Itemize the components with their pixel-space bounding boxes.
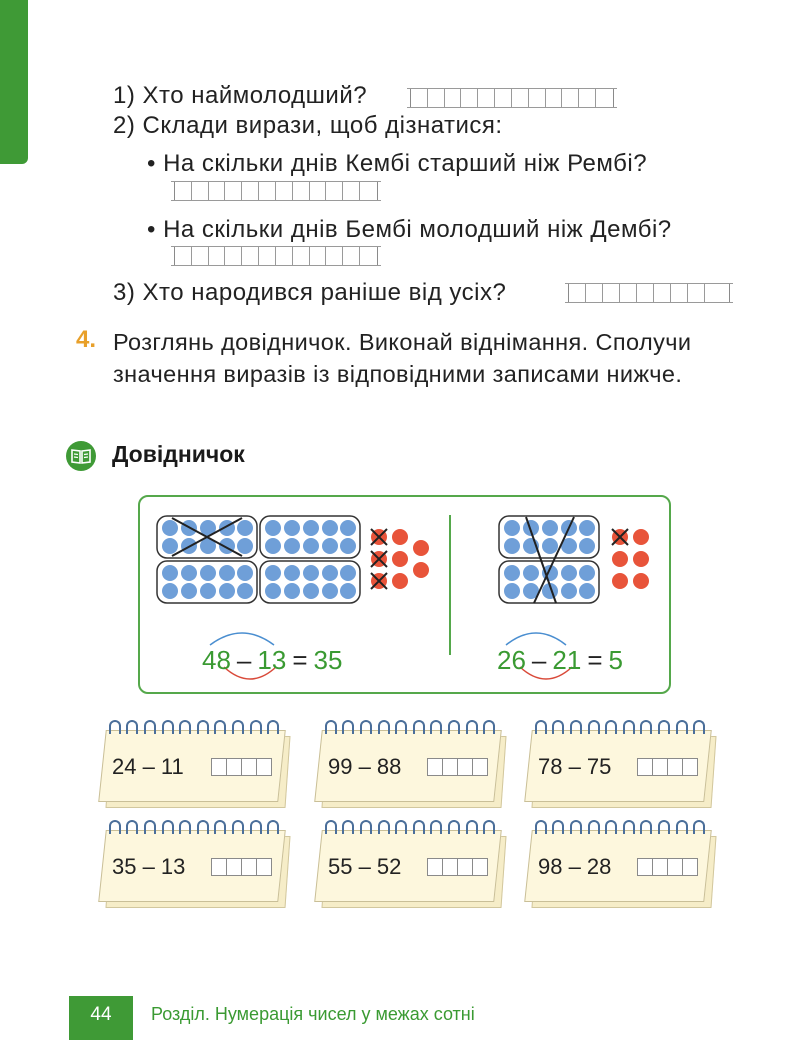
note-card <box>102 820 292 910</box>
reference-divider <box>449 515 451 655</box>
counters-example-2 <box>498 515 658 610</box>
page-number: 44 <box>90 1004 112 1025</box>
question-1: 1) Хто наймолодший? <box>113 82 368 109</box>
spiral-binding-icon <box>322 820 498 836</box>
note-answer-boxes[interactable] <box>428 758 488 776</box>
note-answer-boxes[interactable] <box>638 858 698 876</box>
eq2-minus: – <box>531 645 547 675</box>
eq2-minuend: 26 <box>497 645 526 675</box>
counters-example-1 <box>156 515 446 610</box>
spiral-binding-icon <box>106 820 282 836</box>
note-expression: 78 – 75 <box>538 754 612 779</box>
note-expression: 98 – 28 <box>538 854 612 879</box>
spiral-binding-icon <box>532 820 708 836</box>
note-answer-boxes[interactable] <box>212 758 272 776</box>
eq2-result: 5 <box>608 645 623 675</box>
bullet-2: • На скільки днів Бембі молодший ніж Дембі? <box>147 216 672 243</box>
answer-cells-3[interactable] <box>174 246 378 266</box>
task-text: Розглянь довідничок. Виконай віднімання. Сполучи значення виразів із відповідними записами нижче. <box>113 329 692 387</box>
bullet-1: • На скільки днів Кембі старший ніж Рембі? <box>147 150 648 177</box>
spiral-binding-icon <box>532 720 708 736</box>
chapter-side-tab <box>0 0 28 164</box>
note-expression: 55 – 52 <box>328 854 402 879</box>
spiral-binding-icon <box>106 720 282 736</box>
equation-example-1 <box>202 645 342 676</box>
section-title: Розділ. Нумерація чисел у межах сотні <box>151 1004 475 1024</box>
note-card <box>318 820 508 910</box>
answer-cells-1[interactable] <box>410 88 614 108</box>
spiral-binding-icon <box>322 720 498 736</box>
eq1-equals: = <box>292 645 308 675</box>
note-answer-boxes[interactable] <box>212 858 272 876</box>
eq1-minus: – <box>236 645 252 675</box>
note-card <box>528 820 718 910</box>
answer-cells-4[interactable] <box>568 283 730 303</box>
note-card <box>318 720 508 810</box>
note-answer-boxes[interactable] <box>428 858 488 876</box>
eq1-minuend: 48 <box>202 645 231 675</box>
eq1-result: 35 <box>313 645 343 675</box>
eq2-equals: = <box>587 645 603 675</box>
question-3: 3) Хто народився раніше від усіх? <box>113 279 507 306</box>
eq1-subtrahend: 13 <box>257 645 287 675</box>
question-2: 2) Склади вирази, щоб дізнатися: <box>113 112 503 139</box>
eq2-subtrahend: 21 <box>552 645 582 675</box>
answer-cells-2[interactable] <box>174 181 378 201</box>
equation-example-2 <box>497 645 623 676</box>
note-expression: 99 – 88 <box>328 754 402 779</box>
note-answer-boxes[interactable] <box>638 758 698 776</box>
task-number: 4. <box>76 326 97 353</box>
note-card <box>102 720 292 810</box>
note-expression: 35 – 13 <box>112 854 186 879</box>
note-card <box>528 720 718 810</box>
reference-title: Довідничок <box>112 441 245 467</box>
book-icon <box>66 441 96 471</box>
note-expression: 24 – 11 <box>112 754 184 779</box>
